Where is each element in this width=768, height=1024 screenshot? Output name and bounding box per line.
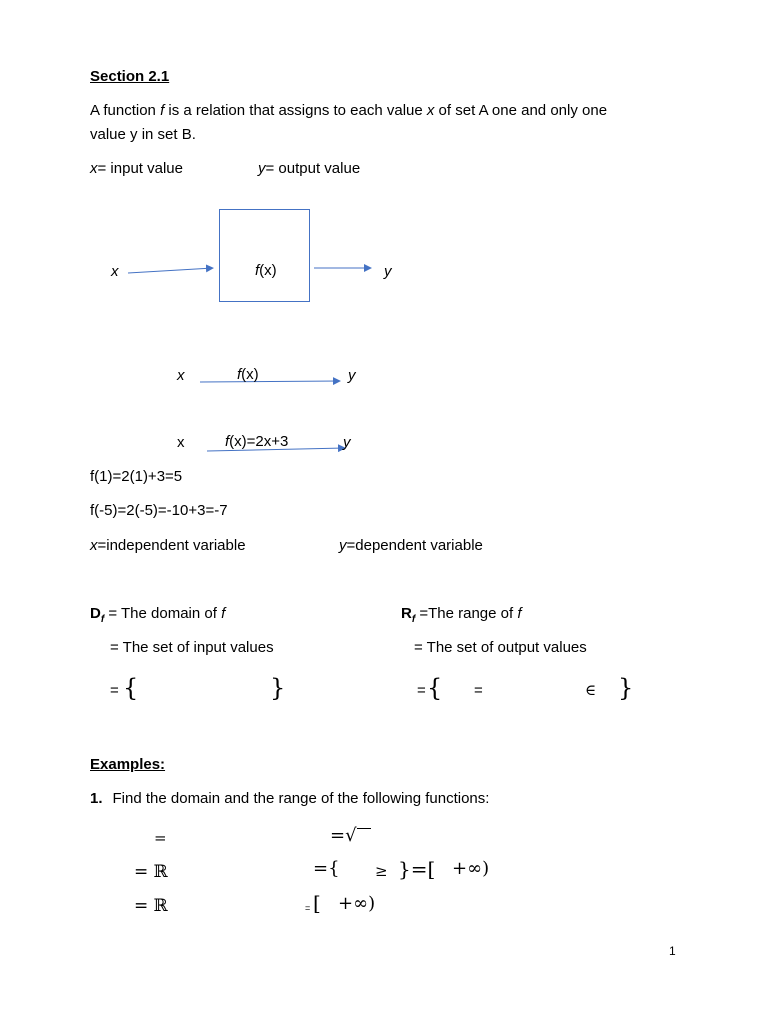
row3-right-c: +∞) bbox=[338, 893, 376, 914]
row2-right-a: ={ bbox=[313, 858, 340, 879]
def-x: x bbox=[426, 102, 435, 119]
definition-line-2: value y in set B. bbox=[90, 126, 196, 143]
diagram1-arg: (x) bbox=[259, 262, 277, 279]
row1-right: =√ bbox=[330, 825, 357, 846]
def-part3: of set A one and only one bbox=[434, 102, 608, 119]
range-mid-eq: = bbox=[474, 682, 483, 699]
range-sub: f bbox=[411, 614, 416, 625]
range-text: =The range of bbox=[415, 605, 518, 622]
range-R: R bbox=[401, 605, 412, 622]
diagram3-x: x bbox=[177, 434, 185, 451]
domain-line-2: = The set of input values bbox=[110, 639, 274, 656]
io-y-text: = output value bbox=[265, 160, 361, 177]
diagram2-arg: (x) bbox=[241, 366, 259, 383]
row2-right-c: }=[ bbox=[398, 857, 436, 881]
var-x-text: =independent variable bbox=[97, 537, 246, 554]
range-open-brace: { bbox=[427, 674, 443, 702]
row1-right-sqrt bbox=[330, 825, 371, 847]
row2-right-d: +∞) bbox=[452, 858, 490, 879]
input-arrow bbox=[128, 268, 213, 273]
domain-f: f bbox=[221, 605, 226, 622]
var-x: x bbox=[90, 537, 98, 554]
diagram2-x: x bbox=[177, 367, 185, 384]
diagram3-f: f bbox=[225, 433, 230, 450]
diagram3-fx bbox=[225, 433, 288, 451]
row2-right-b: ≥ bbox=[375, 862, 388, 880]
function-box bbox=[220, 210, 310, 302]
problem-number: 1. bbox=[90, 790, 103, 807]
diagram1-fx bbox=[255, 262, 277, 280]
row3-right-a: = bbox=[305, 903, 311, 913]
diagram1-x: x bbox=[111, 263, 119, 280]
domain-sub: f bbox=[100, 614, 105, 625]
mapping-arrow-1 bbox=[200, 381, 340, 382]
section-title: Section 2.1 bbox=[90, 68, 170, 85]
def-f: f bbox=[160, 102, 165, 119]
examples-heading: Examples: bbox=[90, 756, 166, 773]
range-f: f bbox=[517, 605, 522, 622]
domain-open-brace: { bbox=[123, 674, 139, 702]
diagram3-y: y bbox=[343, 434, 351, 451]
diagram2-f: f bbox=[237, 366, 242, 383]
def-part2: is a relation that assigns to each value bbox=[164, 102, 427, 119]
diagram2-y: y bbox=[348, 367, 356, 384]
domain-eq: = bbox=[110, 682, 119, 699]
domain-D: D bbox=[90, 605, 101, 622]
def-part1: A function bbox=[90, 102, 161, 119]
diagram3-arg: (x)=2x+3 bbox=[229, 433, 289, 450]
row2-left: = ℝ bbox=[134, 862, 168, 882]
io-x-text: = input value bbox=[97, 160, 183, 177]
io-x-var: x bbox=[90, 160, 98, 177]
evaluation-1: f(1)=2(1)+3=5 bbox=[90, 468, 183, 485]
row3-right-b: [ bbox=[313, 891, 321, 915]
domain-close-brace: } bbox=[270, 674, 286, 702]
problem-text: Find the domain and the range of the following functions: bbox=[112, 790, 490, 807]
diagram2-fx bbox=[237, 366, 259, 384]
row1-left: = bbox=[154, 829, 167, 847]
page-number: 1 bbox=[669, 944, 676, 958]
range-close-brace: } bbox=[618, 674, 634, 702]
range-line-2: = The set of output values bbox=[414, 639, 587, 656]
range-eq: = bbox=[417, 682, 426, 699]
element-of-symbol: ∈ bbox=[585, 681, 597, 699]
dependent-variable-label bbox=[339, 537, 483, 555]
row3-left: = ℝ bbox=[134, 896, 168, 916]
diagram1-y: y bbox=[384, 263, 392, 280]
evaluation-2: f(-5)=2(-5)=-10+3=-7 bbox=[90, 502, 228, 519]
problem-1 bbox=[90, 790, 489, 808]
independent-variable-label bbox=[90, 537, 246, 555]
sqrt-vinculum bbox=[357, 828, 371, 830]
diagram1-f: f bbox=[255, 262, 260, 279]
var-y: y bbox=[339, 537, 347, 554]
domain-definition bbox=[90, 605, 225, 626]
io-y-var: y bbox=[258, 160, 266, 177]
range-definition bbox=[401, 605, 522, 626]
domain-text: = The domain of bbox=[104, 605, 222, 622]
var-y-text: =dependent variable bbox=[346, 537, 483, 554]
